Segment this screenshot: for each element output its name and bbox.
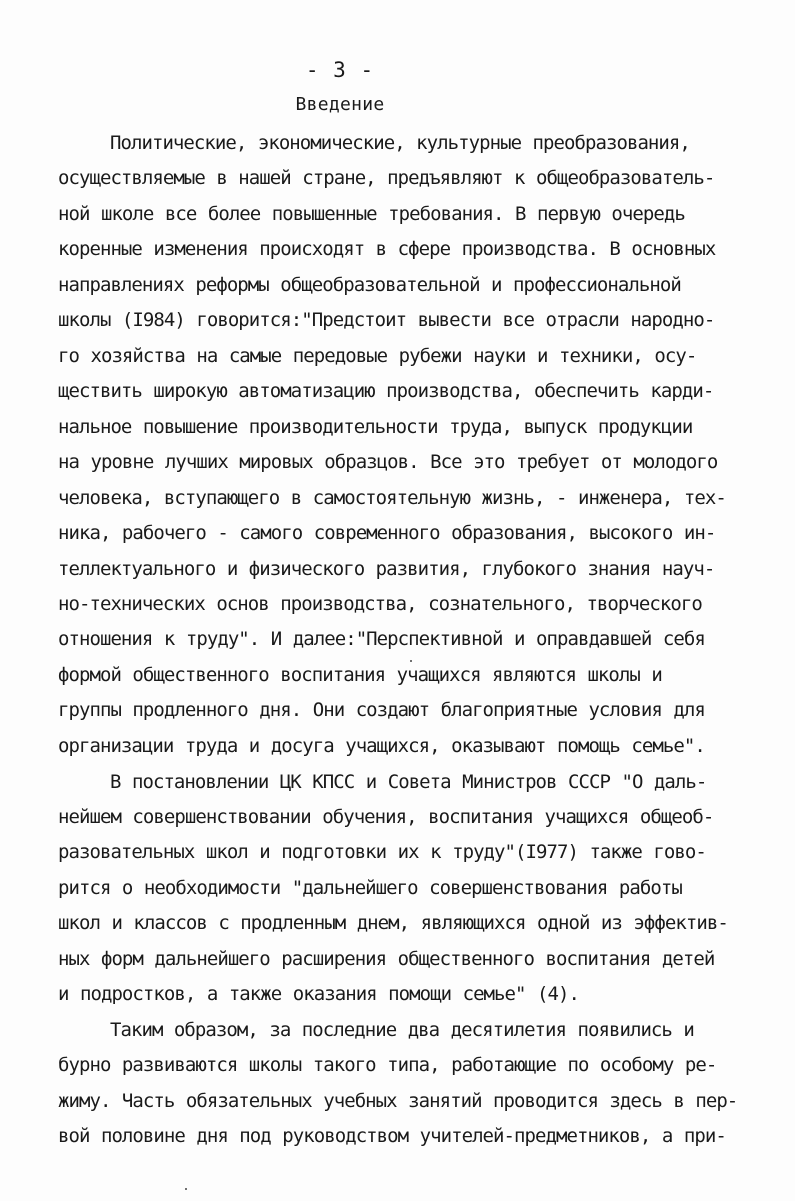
- scan-speck: [185, 1188, 187, 1190]
- paragraph-line: ществить широкую автоматизацию производства, обеспечить карди-: [58, 380, 714, 402]
- paragraph-line: отношения к труду". И далее:"Перспективной и оправдавшей себя: [58, 628, 705, 650]
- paragraph-line: организации труда и досуга учащихся, оказывают помощь семье".: [58, 735, 705, 757]
- paragraph-line: разовательных школ и подготовки их к труду"(I977) также гово-: [58, 841, 706, 863]
- paragraph-line: жиму. Часть обязательных учебных занятий проводится здесь в пер-: [58, 1090, 738, 1112]
- page-number: - 3 -: [305, 58, 375, 82]
- paragraph-line: Таким образом, за последние два десятилетия появились и: [110, 1019, 694, 1041]
- paragraph-line: группы продленного дня. Они создают благоприятные условия для: [58, 699, 705, 721]
- paragraph-line: формой общественного воспитания учащихся являются школы и: [58, 664, 662, 686]
- paragraph-line: осуществляемые в нашей стране, предъявляют к общеобразователь-: [58, 167, 715, 189]
- paragraph-line: и подростков, а также оказания помощи семье" (4).: [58, 983, 579, 1005]
- paragraph-line: направлениях реформы общеобразовательной и профессиональной: [58, 274, 681, 296]
- paragraph-line: коренные изменения происходят в сфере производства. В основных: [58, 238, 716, 260]
- section-heading: Введение: [295, 94, 385, 115]
- paragraph-line: нальное повышение производительности труда, выпуск продукции: [58, 416, 693, 438]
- paragraph-line: ника, рабочего - самого современного образования, высокого ин-: [58, 522, 716, 544]
- paragraph-line: школы (I984) говорится:"Предстоит вывести все отрасли народно-: [58, 309, 715, 331]
- paragraph-line: но-технических основ производства, сознательного, творческого: [58, 593, 702, 615]
- scan-speck: [410, 660, 412, 662]
- paragraph-line: бурно развиваются школы такого типа, работающие по особому ре-: [58, 1054, 717, 1076]
- paragraph-line: го хозяйства на самые передовые рубежи науки и техники, осу-: [58, 345, 697, 367]
- paragraph-line: рится о необходимости "дальнейшего совершенствования работы: [58, 877, 682, 899]
- paragraph-line: В постановлении ЦК КПСС и Совета Министров СССР "О даль-: [110, 771, 707, 793]
- paragraph-line: ных форм дальнейшего расширения общественного воспитания детей: [58, 948, 715, 970]
- paragraph-line: ной школе все более повышенные требования. В первую очередь: [58, 203, 685, 225]
- paragraph-line: на уровне лучших мировых образцов. Все это требует от молодого: [58, 451, 718, 473]
- paragraph-line: нейшем совершенствовании обучения, воспитания учащихся общеоб-: [58, 806, 714, 828]
- paragraph-line: школ и классов с продленным днем, являющихся одной из эффектив-: [58, 912, 728, 934]
- paragraph-line: Политические, экономические, культурные преобразования,: [110, 132, 690, 154]
- paragraph-line: человека, вступающего в самостоятельную жизнь, - инженера, тех-: [58, 487, 726, 509]
- paragraph-line: теллектуального и физического развития, глубокого знания науч-: [58, 558, 715, 580]
- paragraph-line: вой половине дня под руководством учителей-предметников, а при-: [58, 1125, 726, 1147]
